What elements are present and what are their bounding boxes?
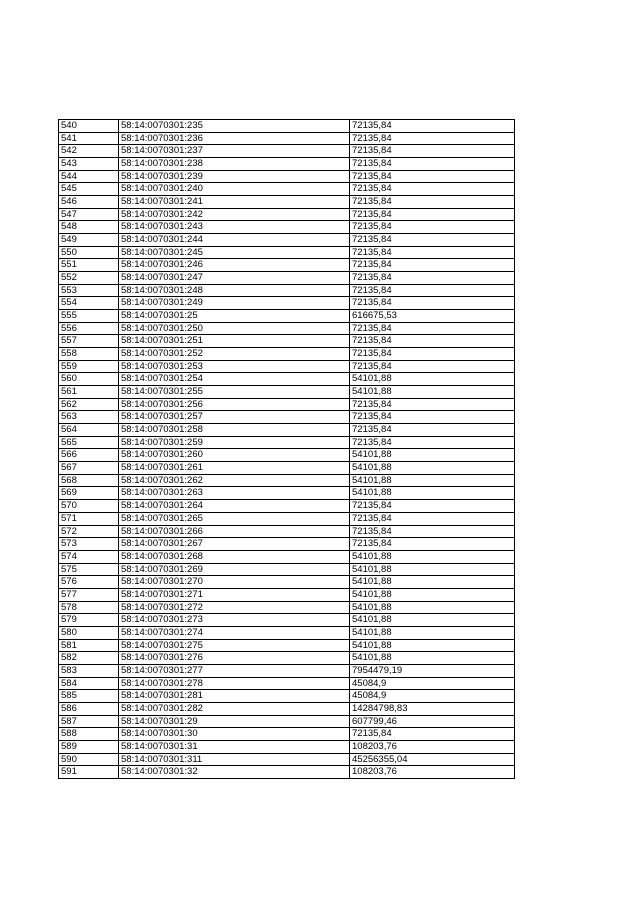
row-number-cell: 579 xyxy=(59,614,119,627)
table-row xyxy=(59,563,515,576)
row-number-cell: 552 xyxy=(59,272,119,285)
cadastral-number-cell: 58:14:0070301:269 xyxy=(119,563,350,576)
table-row xyxy=(59,715,515,728)
table-row xyxy=(59,424,515,437)
row-number-cell: 559 xyxy=(59,360,119,373)
value-cell: 72135,84 xyxy=(350,234,515,247)
cadastral-number-cell: 58:14:0070301:266 xyxy=(119,525,350,538)
row-number-cell: 591 xyxy=(59,766,119,779)
row-number-cell: 571 xyxy=(59,512,119,525)
cadastral-number-cell: 58:14:0070301:268 xyxy=(119,550,350,563)
table-row xyxy=(59,449,515,462)
value-cell: 54101,88 xyxy=(350,449,515,462)
cadastral-number-cell: 58:14:0070301:277 xyxy=(119,664,350,677)
value-cell: 54101,88 xyxy=(350,550,515,563)
table-row xyxy=(59,766,515,779)
value-cell: 54101,88 xyxy=(350,462,515,475)
value-cell: 72135,84 xyxy=(350,246,515,259)
table-row xyxy=(59,588,515,601)
row-number-cell: 581 xyxy=(59,639,119,652)
cadastral-number-cell: 58:14:0070301:25 xyxy=(119,310,350,323)
value-cell: 72135,84 xyxy=(350,196,515,209)
cadastral-number-cell: 58:14:0070301:255 xyxy=(119,386,350,399)
cadastral-number-cell: 58:14:0070301:252 xyxy=(119,348,350,361)
cadastral-number-cell: 58:14:0070301:250 xyxy=(119,322,350,335)
cadastral-number-cell: 58:14:0070301:267 xyxy=(119,538,350,551)
cadastral-number-cell: 58:14:0070301:29 xyxy=(119,715,350,728)
value-cell: 54101,88 xyxy=(350,614,515,627)
value-cell: 72135,84 xyxy=(350,132,515,145)
row-number-cell: 548 xyxy=(59,221,119,234)
table-row xyxy=(59,538,515,551)
value-cell: 72135,84 xyxy=(350,500,515,513)
row-number-cell: 577 xyxy=(59,588,119,601)
row-number-cell: 554 xyxy=(59,297,119,310)
row-number-cell: 589 xyxy=(59,740,119,753)
table-row xyxy=(59,652,515,665)
value-cell: 72135,84 xyxy=(350,360,515,373)
table-row xyxy=(59,322,515,335)
table-row xyxy=(59,246,515,259)
table-row xyxy=(59,753,515,766)
table-row xyxy=(59,297,515,310)
table-row xyxy=(59,512,515,525)
cadastral-number-cell: 58:14:0070301:241 xyxy=(119,196,350,209)
table-row xyxy=(59,335,515,348)
row-number-cell: 546 xyxy=(59,196,119,209)
value-cell: 54101,88 xyxy=(350,373,515,386)
row-number-cell: 566 xyxy=(59,449,119,462)
table-row xyxy=(59,310,515,323)
value-cell: 72135,84 xyxy=(350,538,515,551)
row-number-cell: 553 xyxy=(59,284,119,297)
value-cell: 72135,84 xyxy=(350,512,515,525)
row-number-cell: 550 xyxy=(59,246,119,259)
cadastral-number-cell: 58:14:0070301:261 xyxy=(119,462,350,475)
row-number-cell: 587 xyxy=(59,715,119,728)
cadastral-number-cell: 58:14:0070301:238 xyxy=(119,158,350,171)
table-row xyxy=(59,272,515,285)
row-number-cell: 562 xyxy=(59,398,119,411)
value-cell: 72135,84 xyxy=(350,170,515,183)
cadastral-number-cell: 58:14:0070301:247 xyxy=(119,272,350,285)
value-cell: 54101,88 xyxy=(350,487,515,500)
cadastral-number-cell: 58:14:0070301:251 xyxy=(119,335,350,348)
row-number-cell: 582 xyxy=(59,652,119,665)
cadastral-number-cell: 58:14:0070301:248 xyxy=(119,284,350,297)
cadastral-number-cell: 58:14:0070301:31 xyxy=(119,740,350,753)
row-number-cell: 568 xyxy=(59,474,119,487)
table-row xyxy=(59,740,515,753)
value-cell: 54101,88 xyxy=(350,626,515,639)
row-number-cell: 563 xyxy=(59,411,119,424)
table-row xyxy=(59,474,515,487)
table-row xyxy=(59,373,515,386)
table-row xyxy=(59,690,515,703)
table-row xyxy=(59,436,515,449)
value-cell: 72135,84 xyxy=(350,158,515,171)
cadastral-number-cell: 58:14:0070301:254 xyxy=(119,373,350,386)
cadastral-number-cell: 58:14:0070301:246 xyxy=(119,259,350,272)
cadastral-number-cell: 58:14:0070301:263 xyxy=(119,487,350,500)
table-row xyxy=(59,411,515,424)
data-table xyxy=(58,119,515,779)
value-cell: 72135,84 xyxy=(350,728,515,741)
table-row xyxy=(59,500,515,513)
value-cell: 72135,84 xyxy=(350,221,515,234)
table-row xyxy=(59,398,515,411)
row-number-cell: 555 xyxy=(59,310,119,323)
value-cell: 45084,9 xyxy=(350,690,515,703)
cadastral-number-cell: 58:14:0070301:258 xyxy=(119,424,350,437)
table-row xyxy=(59,234,515,247)
table-row xyxy=(59,639,515,652)
row-number-cell: 556 xyxy=(59,322,119,335)
cadastral-number-cell: 58:14:0070301:260 xyxy=(119,449,350,462)
row-number-cell: 580 xyxy=(59,626,119,639)
row-number-cell: 585 xyxy=(59,690,119,703)
value-cell: 72135,84 xyxy=(350,208,515,221)
row-number-cell: 543 xyxy=(59,158,119,171)
table-row xyxy=(59,183,515,196)
table-row xyxy=(59,576,515,589)
table-row xyxy=(59,525,515,538)
cadastral-number-cell: 58:14:0070301:270 xyxy=(119,576,350,589)
table-row xyxy=(59,677,515,690)
row-number-cell: 557 xyxy=(59,335,119,348)
row-number-cell: 570 xyxy=(59,500,119,513)
value-cell: 72135,84 xyxy=(350,120,515,133)
table-row xyxy=(59,170,515,183)
row-number-cell: 576 xyxy=(59,576,119,589)
row-number-cell: 569 xyxy=(59,487,119,500)
value-cell: 54101,88 xyxy=(350,601,515,614)
value-cell: 72135,84 xyxy=(350,424,515,437)
row-number-cell: 584 xyxy=(59,677,119,690)
row-number-cell: 588 xyxy=(59,728,119,741)
cadastral-number-cell: 58:14:0070301:235 xyxy=(119,120,350,133)
row-number-cell: 540 xyxy=(59,120,119,133)
cadastral-number-cell: 58:14:0070301:271 xyxy=(119,588,350,601)
value-cell: 108203,76 xyxy=(350,740,515,753)
value-cell: 72135,84 xyxy=(350,335,515,348)
table-row xyxy=(59,221,515,234)
table-row xyxy=(59,462,515,475)
value-cell: 54101,88 xyxy=(350,474,515,487)
row-number-cell: 565 xyxy=(59,436,119,449)
table-row xyxy=(59,728,515,741)
value-cell: 72135,84 xyxy=(350,398,515,411)
value-cell: 108203,76 xyxy=(350,766,515,779)
table-row xyxy=(59,284,515,297)
row-number-cell: 551 xyxy=(59,259,119,272)
row-number-cell: 560 xyxy=(59,373,119,386)
value-cell: 45084,9 xyxy=(350,677,515,690)
row-number-cell: 564 xyxy=(59,424,119,437)
cadastral-number-cell: 58:14:0070301:32 xyxy=(119,766,350,779)
cadastral-number-cell: 58:14:0070301:264 xyxy=(119,500,350,513)
cadastral-number-cell: 58:14:0070301:262 xyxy=(119,474,350,487)
cadastral-number-cell: 58:14:0070301:282 xyxy=(119,702,350,715)
row-number-cell: 586 xyxy=(59,702,119,715)
value-cell: 54101,88 xyxy=(350,563,515,576)
value-cell: 54101,88 xyxy=(350,386,515,399)
value-cell: 72135,84 xyxy=(350,411,515,424)
cadastral-number-cell: 58:14:0070301:278 xyxy=(119,677,350,690)
table-row xyxy=(59,601,515,614)
value-cell: 72135,84 xyxy=(350,272,515,285)
row-number-cell: 558 xyxy=(59,348,119,361)
table-row xyxy=(59,259,515,272)
table-row xyxy=(59,626,515,639)
value-cell: 72135,84 xyxy=(350,284,515,297)
value-cell: 72135,84 xyxy=(350,348,515,361)
value-cell: 54101,88 xyxy=(350,576,515,589)
value-cell: 54101,88 xyxy=(350,639,515,652)
row-number-cell: 574 xyxy=(59,550,119,563)
row-number-cell: 583 xyxy=(59,664,119,677)
row-number-cell: 549 xyxy=(59,234,119,247)
row-number-cell: 541 xyxy=(59,132,119,145)
row-number-cell: 545 xyxy=(59,183,119,196)
table-row xyxy=(59,208,515,221)
table-row xyxy=(59,664,515,677)
row-number-cell: 567 xyxy=(59,462,119,475)
value-cell: 72135,84 xyxy=(350,525,515,538)
cadastral-number-cell: 58:14:0070301:237 xyxy=(119,145,350,158)
cadastral-number-cell: 58:14:0070301:265 xyxy=(119,512,350,525)
table-row xyxy=(59,702,515,715)
cadastral-number-cell: 58:14:0070301:236 xyxy=(119,132,350,145)
row-number-cell: 578 xyxy=(59,601,119,614)
table-row xyxy=(59,158,515,171)
row-number-cell: 590 xyxy=(59,753,119,766)
cadastral-number-cell: 58:14:0070301:240 xyxy=(119,183,350,196)
cadastral-number-cell: 58:14:0070301:272 xyxy=(119,601,350,614)
cadastral-number-cell: 58:14:0070301:273 xyxy=(119,614,350,627)
cadastral-number-cell: 58:14:0070301:256 xyxy=(119,398,350,411)
value-cell: 7954479,19 xyxy=(350,664,515,677)
row-number-cell: 542 xyxy=(59,145,119,158)
value-cell: 72135,84 xyxy=(350,145,515,158)
cadastral-number-cell: 58:14:0070301:276 xyxy=(119,652,350,665)
row-number-cell: 575 xyxy=(59,563,119,576)
cadastral-number-cell: 58:14:0070301:243 xyxy=(119,221,350,234)
cadastral-number-cell: 58:14:0070301:281 xyxy=(119,690,350,703)
cadastral-number-cell: 58:14:0070301:311 xyxy=(119,753,350,766)
table-row xyxy=(59,360,515,373)
value-cell: 72135,84 xyxy=(350,183,515,196)
table-row xyxy=(59,550,515,563)
cadastral-number-cell: 58:14:0070301:239 xyxy=(119,170,350,183)
cadastral-number-cell: 58:14:0070301:275 xyxy=(119,639,350,652)
value-cell: 45256355,04 xyxy=(350,753,515,766)
row-number-cell: 561 xyxy=(59,386,119,399)
cadastral-number-cell: 58:14:0070301:259 xyxy=(119,436,350,449)
cadastral-number-cell: 58:14:0070301:245 xyxy=(119,246,350,259)
value-cell: 72135,84 xyxy=(350,297,515,310)
cadastral-number-cell: 58:14:0070301:257 xyxy=(119,411,350,424)
table-row xyxy=(59,348,515,361)
value-cell: 72135,84 xyxy=(350,322,515,335)
row-number-cell: 572 xyxy=(59,525,119,538)
table-row xyxy=(59,386,515,399)
value-cell: 54101,88 xyxy=(350,652,515,665)
cadastral-number-cell: 58:14:0070301:249 xyxy=(119,297,350,310)
value-cell: 72135,84 xyxy=(350,436,515,449)
table-row xyxy=(59,145,515,158)
value-cell: 72135,84 xyxy=(350,259,515,272)
cadastral-number-cell: 58:14:0070301:30 xyxy=(119,728,350,741)
value-cell: 607799,46 xyxy=(350,715,515,728)
table-row xyxy=(59,132,515,145)
row-number-cell: 547 xyxy=(59,208,119,221)
cadastral-number-cell: 58:14:0070301:244 xyxy=(119,234,350,247)
cadastral-number-cell: 58:14:0070301:274 xyxy=(119,626,350,639)
table-body xyxy=(59,120,515,779)
table-row xyxy=(59,614,515,627)
value-cell: 616675,53 xyxy=(350,310,515,323)
table-row xyxy=(59,196,515,209)
value-cell: 54101,88 xyxy=(350,588,515,601)
row-number-cell: 573 xyxy=(59,538,119,551)
row-number-cell: 544 xyxy=(59,170,119,183)
cadastral-number-cell: 58:14:0070301:253 xyxy=(119,360,350,373)
cadastral-number-cell: 58:14:0070301:242 xyxy=(119,208,350,221)
value-cell: 14284798,83 xyxy=(350,702,515,715)
table-row xyxy=(59,487,515,500)
table-row xyxy=(59,120,515,133)
